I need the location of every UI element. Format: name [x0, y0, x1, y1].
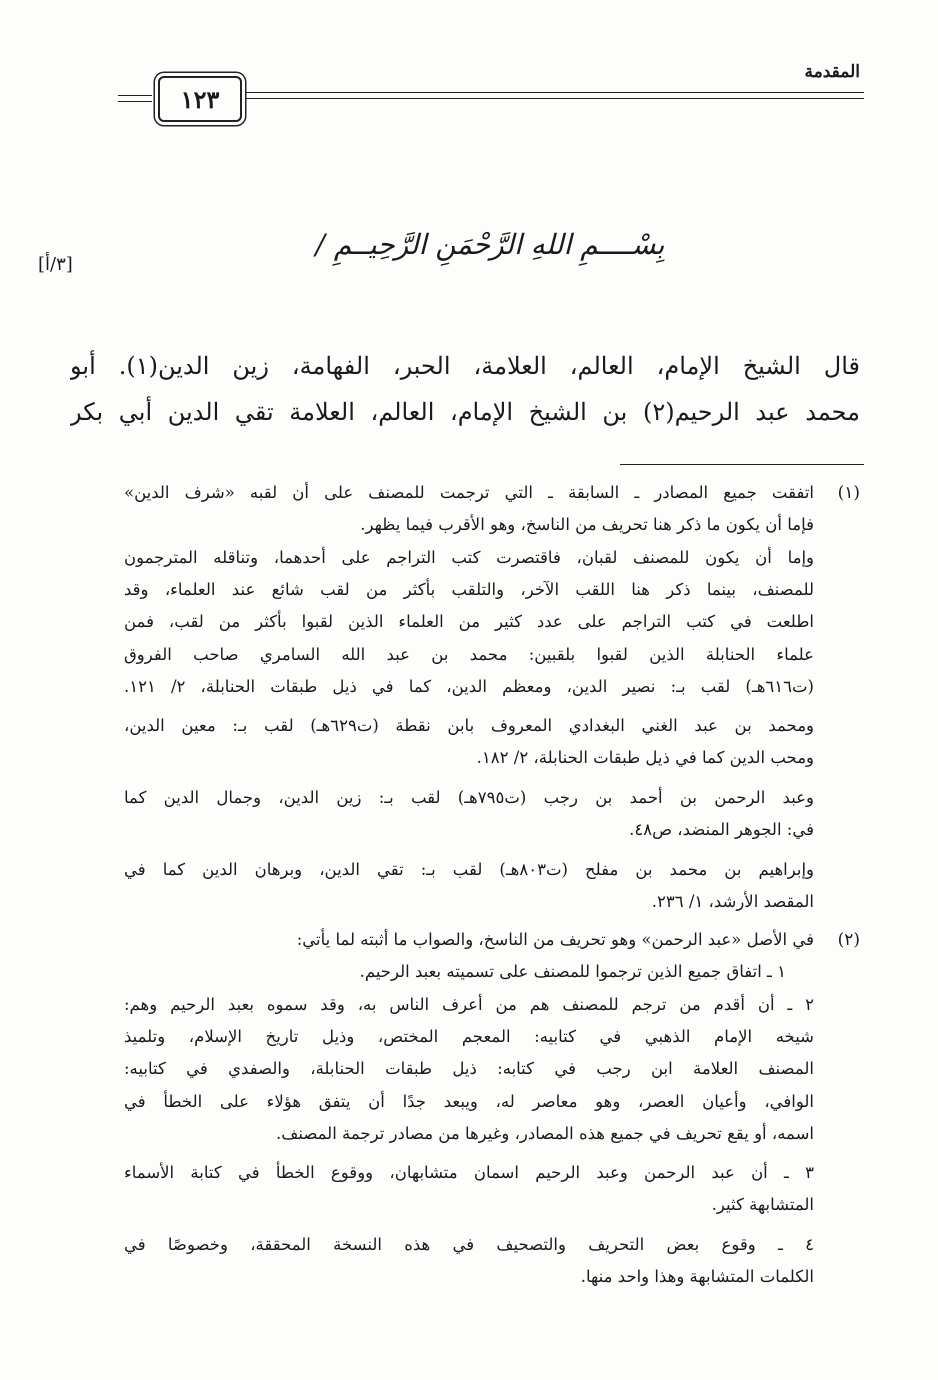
footnote-line: اتفقت جميع المصادر ـ السابقة ـ التي ترجمت للمصنف على أن لقبه «شرف الدين»	[124, 483, 814, 502]
footnote-line: ١ ـ اتفاق جميع الذين ترجموا للمصنف على تسميته بعبد الرحيم.	[359, 962, 786, 981]
body-line-2: محمد عبد الرحيم(٢) بن الشيخ الإمام، العالم، العلامة تقي الدين أبي بكر	[70, 398, 860, 426]
header-rule-right-lower	[246, 98, 864, 99]
footnote-line: اطلعت في كتب التراجم على عدد كثير من العلماء الذين لقبوا بأكثر من لقب، فمن	[124, 612, 814, 631]
footnote-line: شيخه الإمام الذهبي في كتابيه: المعجم المختص، وذيل تاريخ الإسلام، وتلميذ	[124, 1027, 814, 1046]
header-rule-right	[246, 92, 864, 93]
basmala: بِسْــــمِ اللهِ الرَّحْمَنِ الرَّحِيــمِ /	[315, 228, 665, 261]
footnote-line: اسمه، أو يقع تحريف في جميع هذه المصادر، وغيرها من مصادر ترجمة المصنف.	[276, 1124, 814, 1143]
footnote-line: ٤ ـ وقوع بعض التحريف والتصحيف في هذه النسخة المحققة، وخصوصًا في	[124, 1235, 814, 1254]
footnote-line: المتشابهة كثير.	[711, 1195, 814, 1214]
footnote-number: (١)	[837, 483, 860, 503]
footnote-line: ٣ ـ أن عبد الرحمن وعبد الرحيم اسمان متشابهان، ووقوع الخطأ في كتابة الأسماء	[124, 1163, 814, 1182]
footnote-line: فإما أن يكون ما ذكر هنا تحريف من الناسخ، وهو الأقرب فيما يظهر.	[360, 515, 814, 534]
header-rule-left	[118, 95, 152, 96]
body-line-1: قال الشيخ الإمام، العالم، العلامة، الحبر، الفهامة، زين الدين(١). أبو	[70, 352, 860, 380]
running-header-title: المقدمة	[804, 62, 860, 82]
footnote-separator	[620, 464, 864, 465]
page-number-text: ١٢٣	[180, 84, 220, 114]
footnote-line: للمصنف، بينما ذكر هنا اللقب الآخر، والتلقب بأكثر من لقب شائع عند العلماء، وقد	[124, 580, 814, 599]
footnote-line: وعبد الرحمن بن أحمد بن رجب (ت٧٩٥هـ) لقب بـ: زين الدين، وجمال الدين كما	[124, 788, 814, 807]
footnote-line: ٢ ـ أن أقدم من ترجم للمصنف هم من أعرف الناس به، وقد سموه بعبد الرحيم وهم:	[124, 995, 814, 1014]
footnote-line: (ت٦١٦هـ) لقب بـ: نصير الدين، ومعظم الدين، كما في ذيل طبقات الحنابلة، ٢/ ١٢١.	[124, 677, 814, 696]
footnote-line: الكلمات المتشابهة وهذا واحد منها.	[580, 1267, 814, 1286]
folio-reference: [٣/أ]	[38, 254, 73, 275]
footnote-line: المصنف العلامة ابن رجب في كتابه: ذيل طبقات الحنابلة، والصفدي في كتابيه:	[124, 1059, 814, 1078]
footnote-line: ومحب الدين كما في ذيل طبقات الحنابلة، ٢/ ١٨٢.	[476, 748, 814, 767]
footnote-line: وإما أن يكون للمصنف لقبان، فاقتصرت كتب التراجم على أحدهما، وتناقله المترجمون	[124, 548, 814, 567]
footnote-number: (٢)	[837, 930, 860, 950]
footnote-line: الوافي، وأعيان العصر، وهو معاصر له، ويبعد جدًا أن يتفق هؤلاء على الخطأ في	[124, 1092, 814, 1111]
footnote-line: ومحمد بن عبد الغني البغدادي المعروف بابن نقطة (ت٦٢٩هـ) لقب بـ: معين الدين،	[124, 716, 814, 735]
footnote-line: في الأصل «عبد الرحمن» وهو تحريف من الناسخ، والصواب ما أثبته لما يأتي:	[296, 930, 814, 949]
header-rule-left-lower	[118, 101, 152, 102]
footnote-line: المقصد الأرشد، ١/ ٢٣٦.	[651, 892, 814, 911]
footnote-line: وإبراهيم بن محمد بن مفلح (ت٨٠٣هـ) لقب بـ: تقي الدين، وبرهان الدين كما في	[124, 860, 814, 879]
footnote-line: في: الجوهر المنضد، ص٤٨.	[629, 820, 814, 839]
page-number	[158, 76, 242, 122]
footnote-line: علماء الحنابلة الذين لقبوا بلقبين: محمد بن عبد الله السامري صاحب الفروق	[124, 645, 814, 664]
